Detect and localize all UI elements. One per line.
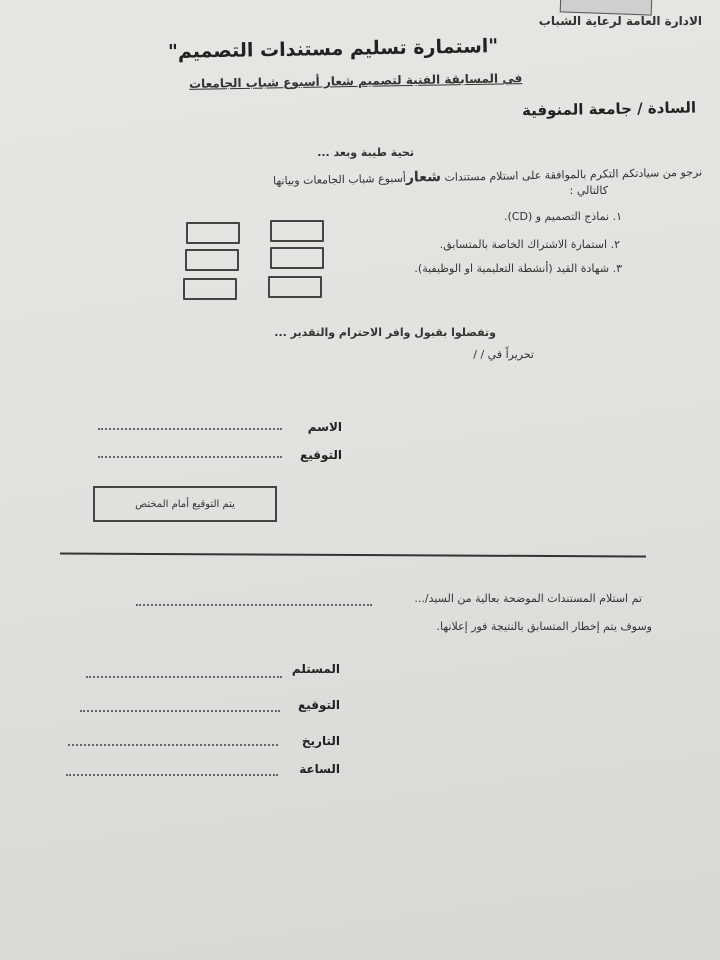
- document-item-1: ١. نماذج التصميم و (CD).: [504, 210, 622, 223]
- receipt-signature-label: التوقيع: [298, 698, 340, 712]
- body-line-2: كالتالي :: [569, 184, 608, 197]
- item-1-checkbox-a[interactable]: [270, 220, 324, 242]
- item-2-checkbox-b[interactable]: [185, 249, 239, 271]
- signature-label: التوقيع: [300, 448, 342, 462]
- document-item-3: ٣. شهادة القيد (أنشطة التعليمية او الوظيفية).: [414, 262, 622, 275]
- item-2-checkbox-a[interactable]: [270, 247, 324, 269]
- addressee: السادة / جامعة المنوفية: [521, 98, 697, 120]
- name-field[interactable]: [98, 428, 282, 430]
- name-label: الاسم: [307, 420, 342, 434]
- receipt-line-2: وسوف يتم إخطار المتسابق بالنتيجة فور إعلانها.: [436, 620, 652, 633]
- receiver-name-field[interactable]: [136, 604, 372, 606]
- sign-before-official-box: يتم التوقيع أمام المختص: [93, 486, 277, 522]
- time-label: الساعة: [299, 762, 340, 776]
- recipient-field[interactable]: [86, 676, 282, 678]
- closing-line: وتفضلوا بقبول وافر الاحترام والتقدير ...: [274, 326, 496, 339]
- item-1-checkbox-b[interactable]: [186, 222, 240, 244]
- document-item-2: ٢. استمارة الاشتراك الخاصة بالمتسابق.: [439, 238, 620, 251]
- date-label: التاريخ: [301, 734, 340, 748]
- item-3-checkbox-b[interactable]: [183, 278, 237, 300]
- signature-field[interactable]: [98, 456, 282, 458]
- time-field[interactable]: [66, 774, 278, 776]
- item-3-checkbox-a[interactable]: [268, 276, 322, 298]
- section-divider: [60, 552, 646, 557]
- body-line-1-bold: شعار: [405, 168, 441, 186]
- body-line-1-part-1: نرجو من سيادتكم التكرم بالموافقة على استلام مستندات: [444, 165, 703, 184]
- greeting: تحية طيبة وبعد ...: [317, 146, 414, 159]
- receipt-line-1: تم استلام المستندات الموضحة بعالية من السيد/...: [414, 592, 642, 605]
- body-line-1: [273, 164, 702, 189]
- form-subtitle: في المسابقة الفنية لتصميم شعار أسبوع شباب الجامعات: [188, 71, 523, 91]
- form-title: "استمارة تسليم مستندات التصميم": [167, 35, 499, 63]
- written-on-date: تحريراً في / /: [473, 348, 534, 361]
- body-line-1-part-2: أسبوع شباب الجامعات وبيانها: [272, 171, 406, 188]
- date-field[interactable]: [68, 744, 278, 746]
- organization-name: الادارة العامة لرعاية الشباب: [538, 14, 702, 28]
- receipt-signature-field[interactable]: [80, 710, 280, 712]
- recipient-label: المستلم: [291, 662, 340, 676]
